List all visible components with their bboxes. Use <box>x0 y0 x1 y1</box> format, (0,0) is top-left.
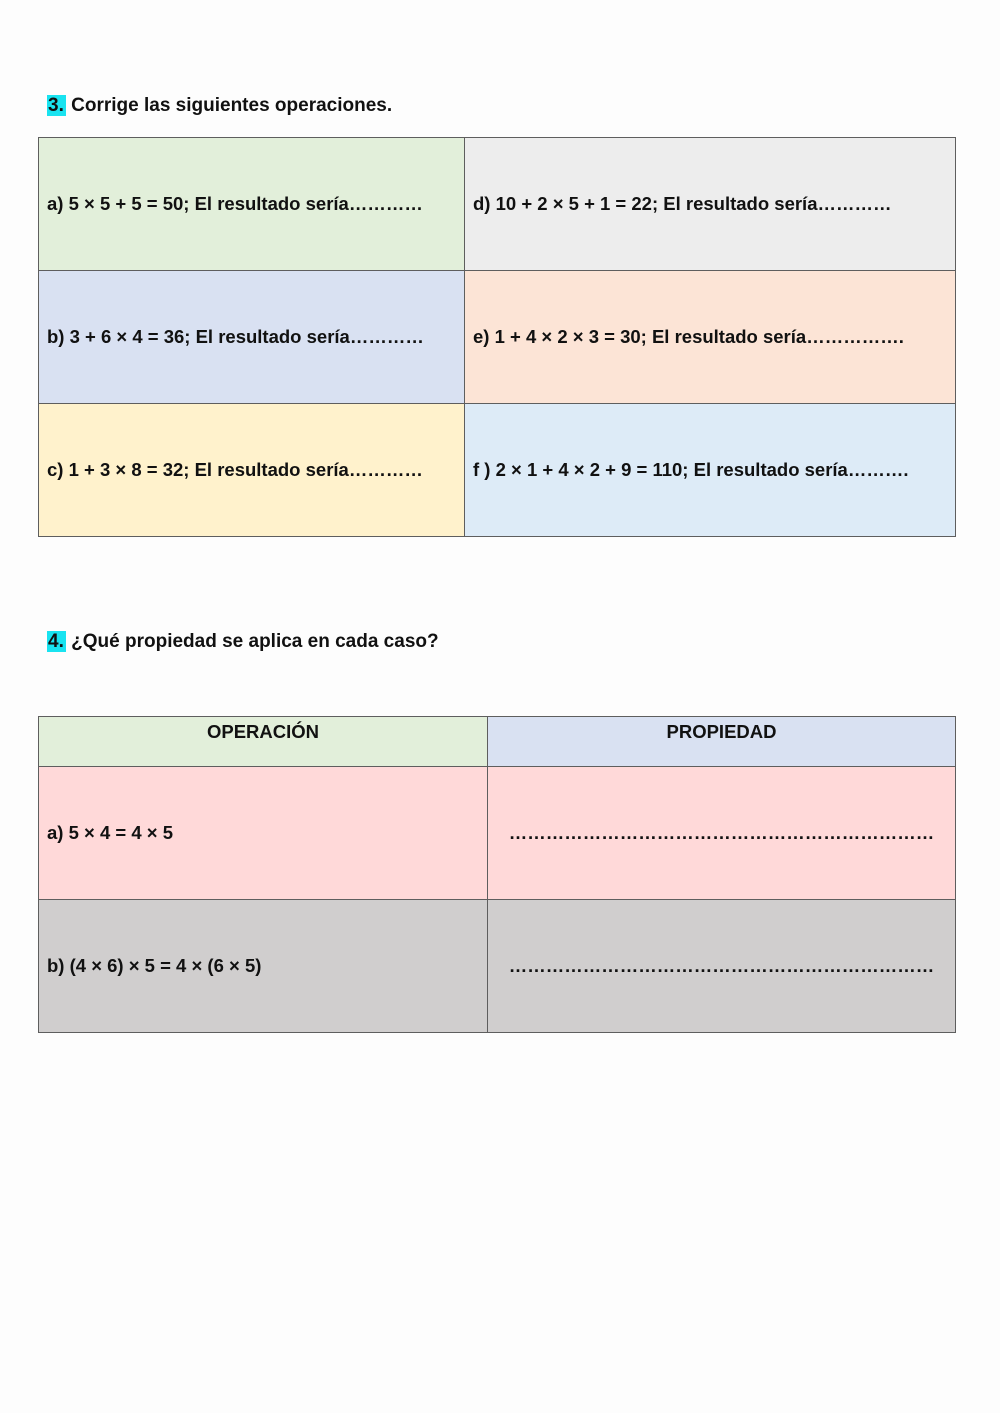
table-row <box>39 767 956 900</box>
exercise-c: c) 1 + 3 × 8 = 32; El resultado sería………… <box>39 404 465 537</box>
section-3-title: Corrige las siguientes operaciones. <box>71 95 393 116</box>
operations-table <box>38 137 956 537</box>
header-property: PROPIEDAD <box>488 717 956 767</box>
exercise-b: b) 3 + 6 × 4 = 36; El resultado sería………… <box>39 271 465 404</box>
table-row <box>39 404 956 537</box>
table-row <box>39 900 956 1033</box>
exercise-f: f ) 2 × 1 + 4 × 2 + 9 = 110; El resultado sería………. <box>465 404 956 537</box>
exercise-a: a) 5 × 5 + 5 = 50; El resultado sería………… <box>39 138 465 271</box>
table-row <box>39 271 956 404</box>
table-row <box>39 138 956 271</box>
property-answer-blank-a[interactable]: …………………………………………………………… <box>488 767 956 900</box>
property-answer-blank-b[interactable]: …………………………………………………………… <box>488 900 956 1033</box>
section-3-number: 3. <box>48 95 64 116</box>
exercise-e: e) 1 + 4 × 2 × 3 = 30; El resultado sería……………. <box>465 271 956 404</box>
operation-a: a) 5 × 4 = 4 × 5 <box>39 767 488 900</box>
table-header-row <box>39 717 956 767</box>
operation-b: b) (4 × 6) × 5 = 4 × (6 × 5) <box>39 900 488 1033</box>
header-operation: OPERACIÓN <box>39 717 488 767</box>
section-3-heading <box>47 94 392 118</box>
section-4-title: ¿Qué propiedad se aplica en cada caso? <box>71 631 439 652</box>
section-4-number: 4. <box>48 631 64 652</box>
section-4-heading <box>47 630 439 654</box>
exercise-d: d) 10 + 2 × 5 + 1 = 22; El resultado sería………… <box>465 138 956 271</box>
properties-table <box>38 716 956 1033</box>
